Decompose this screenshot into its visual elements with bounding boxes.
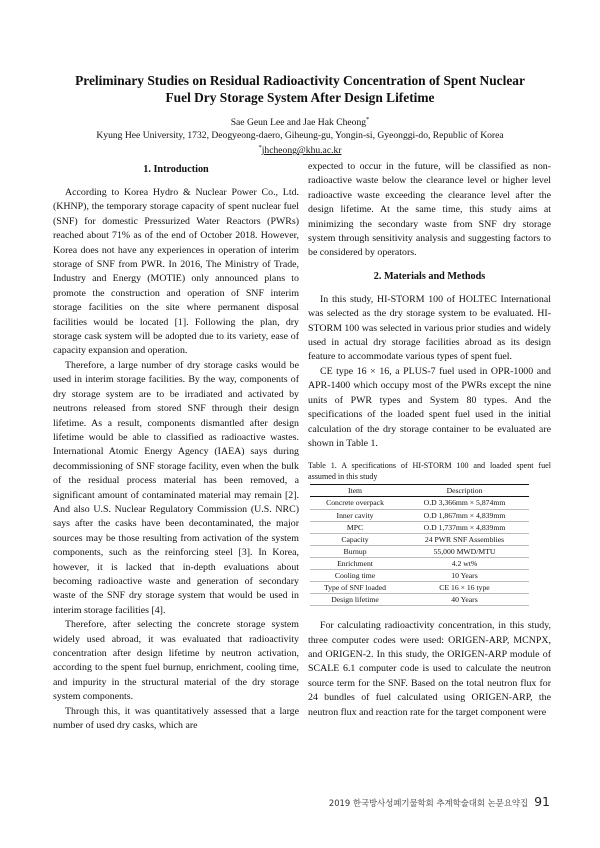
affiliation: Kyung Hee University, 1732, Deogyeong-daero, Giheung-gu, Yongin-si, Gyeonggi-do, Republic of Korea [96, 129, 504, 141]
table-cell-description: 4.2 wt% [400, 557, 529, 569]
table-cell-item: Capacity [310, 533, 400, 545]
table-row [310, 509, 529, 521]
table-row [310, 545, 529, 557]
table-cell-item: Type of SNF loaded [310, 582, 400, 594]
table-1-caption: Table 1. A specifications of HI-STORM 100 and loaded spent fuel assumed in this study [308, 461, 551, 481]
table-header-item: Item [347, 486, 363, 496]
email-link[interactable]: jhcheong@khu.ac.kr [261, 145, 342, 157]
table-cell-item: Inner cavity [310, 509, 400, 521]
email-mark: * [258, 144, 262, 152]
table-cell-item: Cooling time [310, 569, 400, 581]
section-1-heading: 1. Introduction [143, 164, 209, 175]
table-row [310, 521, 529, 533]
table-cell-item: Burnup [310, 545, 400, 557]
table-header-row [310, 485, 529, 497]
right-column [308, 160, 551, 720]
intro-paragraph-4: Through this, it was quantitatively assessed that a large number of used dry casks, which are [53, 705, 299, 732]
left-column [53, 160, 299, 733]
table-row [310, 582, 529, 594]
intro-paragraph-3: Therefore, after selecting the concrete storage system widely used abroad, it was evaluated that radioactivity concentration after design lifetime by neutron activation, according to the spent fuel burnup, enrichment, cooling time, and impurity in the structural material of the dry storage system components. [53, 619, 299, 703]
intro-paragraph-1: According to Korea Hydro & Nuclear Power Co., Ltd. (KHNP), the temporary storage capacity of spent nuclear fuel (SNF) for domestic Pressurized Water Reactors (PWRs) reached about 71% as of the end of October 2018. However, Korea does not have any experiences in operation of interim storage of SNF from PWR. In 2016, The Ministry of Trade, Industry and Energy (MOTIE) only announced plans to promote the construction and operation of SNF interim storage facilities on the site where permanent disposal facilities would be located [1]. Following the plan, dry storage cask system will be adopted due to its variety, ease of capacity expansion and operation. [53, 187, 299, 357]
table-cell-description: O.D 1,867mm × 4,839mm [400, 509, 529, 521]
corresponding-mark: * [366, 116, 370, 123]
email-line [40, 142, 560, 158]
authors-text: Sae Geun Lee and Jae Hak Cheong [230, 117, 367, 129]
methods-paragraph-2: CE type 16 × 16, a PLUS-7 fuel used in OPR-1000 and APR-1400 which occupy most of the PWRs except the nine units of PWR types and System 80 types. And the specifications of the loaded spent fuel used in the initial calculation of the dry storage container to be evaluated are shown in Table 1. [308, 365, 551, 449]
paper-title [40, 72, 560, 106]
author-names [40, 114, 560, 130]
table-cell-description: 40 Years [400, 594, 529, 606]
intro-paragraph-2: Therefore, a large number of dry storage casks would be used in interim storage facilities. By the way, components of dry storage system are to be irradiated and activated by neutrons released from stored SNF through their design lifetime. As a result, components dismantled after design lifetime would be able to classified as radioactive wastes. International Atomic Energy Agency (IAEA) says during decommissioning of SNF storage facility, even when the bulk of the residual process material has been removed, a significant amount of contaminated material may remain [2]. And also U.S. Nuclear Regulatory Commission (U.S. NRC) says after the casks have been decontaminated, the major sources may be those resulting from activation of the system components, such as the reinforcing steel [3]. In Korea, however, it is lacked that in-depth evaluations about becoming radioactive waste and generation of secondary waste of the SNF dry storage system that would be used in interim storage facilities [4]. [53, 359, 299, 616]
table-row [310, 533, 529, 545]
table-header-description: Description [446, 486, 483, 496]
table-1 [310, 484, 529, 606]
table-row [310, 594, 529, 606]
page-footer [329, 794, 550, 809]
table-cell-description: 55,000 MWD/MTU [400, 545, 529, 557]
proceedings-name: 2019 한국방사성폐기물학회 추계학술대회 논문요약집 [328, 798, 529, 808]
methods-paragraph-3: For calculating radioactivity concentration, in this study, three computer codes were used: ORIGEN-ARP, MCNPX, and ORIGEN-2. In this study, the ORIGEN-ARP module of SCALE 6.1 computer code is used to calculate the neutron source term for the SNF. Based on the total neutron flux for 24 bundles of fuel calculated using ORIGEN-ARP, the neutron flux and reaction rate for the target component were [308, 620, 551, 718]
table-cell-item: Concrete overpack [310, 497, 400, 509]
title-line-2: Fuel Dry Storage System After Design Lifetime [165, 90, 435, 105]
table-cell-item: Enrichment [310, 557, 400, 569]
intro-continuation: expected to occur in the future, will be classified as non-radioactive waste below the clearance level or higher level radioactive waste exceeding the clearance level after the design lifetime. At the same time, this study aims at minimizing the secondary waste from SNF dry storage system through sensitivity analysis and suggesting factors to be considered by operators. [308, 161, 551, 259]
table-cell-description: CE 16 × 16 type [400, 582, 529, 594]
author-block [40, 114, 560, 158]
section-2-heading: 2. Materials and Methods [373, 270, 486, 282]
table-row [310, 497, 529, 509]
table-cell-description: O.D 1,737mm × 4,839mm [400, 521, 529, 533]
title-line-1: Preliminary Studies on Residual Radioactivity Concentration of Spent Nuclear [75, 73, 525, 88]
table-row [310, 557, 529, 569]
page-number: 91 [534, 794, 550, 809]
table-cell-description: O.D 3,366mm × 5,874mm [400, 497, 529, 509]
table-cell-description: 10 Years [400, 569, 529, 581]
table-cell-item: MPC [310, 521, 400, 533]
table-row [310, 569, 529, 581]
table-cell-description: 24 PWR SNF Assemblies [400, 533, 529, 545]
methods-paragraph-1: In this study, HI-STORM 100 of HOLTEC International was selected as the dry storage system to be evaluated. HI-STORM 100 was selected in various prior studies and widely used in actual dry storage facilities abroad as its design feature to accommodate various types of spent fuel. [308, 293, 551, 363]
table-cell-item: Design lifetime [310, 594, 400, 606]
